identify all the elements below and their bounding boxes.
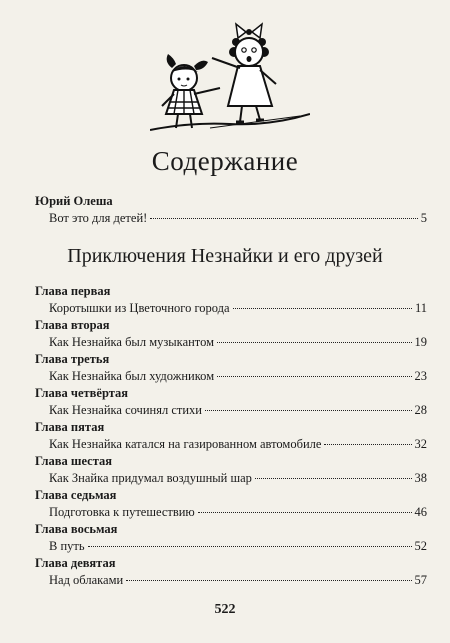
entry-title: Как Незнайка был художником	[49, 369, 215, 383]
toc-entry-chapter[interactable]	[35, 300, 427, 317]
entry-page: 52	[414, 539, 427, 553]
entry-title: Как Знайка придумал воздушный шар	[49, 471, 252, 485]
toc-entry-chapter[interactable]	[35, 572, 427, 589]
entry-page: 11	[414, 301, 427, 315]
entry-page: 46	[414, 505, 427, 519]
dot-leader	[217, 376, 411, 377]
chapter-label: Глава четвёртая	[35, 386, 129, 400]
chapter-label: Глава первая	[35, 284, 111, 298]
chapter-label: Глава вторая	[35, 318, 110, 332]
dot-leader	[233, 308, 412, 309]
toc-entry-chapter[interactable]	[35, 402, 427, 419]
toc-entry-foreword[interactable]	[35, 210, 427, 227]
chapter-label: Глава шестая	[35, 454, 113, 468]
toc-entry-chapter[interactable]	[35, 368, 427, 385]
entry-title: Вот это для детей!	[49, 211, 148, 225]
dot-leader	[324, 444, 411, 445]
dot-leader	[126, 580, 411, 581]
toc-entry-chapter[interactable]	[35, 504, 427, 521]
entry-title: Коротышки из Цветочного города	[49, 301, 230, 315]
chapter-label: Глава девятая	[35, 556, 116, 570]
dot-leader	[198, 512, 412, 513]
dot-leader	[88, 546, 412, 547]
chapter-label: Глава третья	[35, 352, 110, 366]
entry-page: 28	[414, 403, 427, 417]
entry-title: Подготовка к путешествию	[49, 505, 195, 519]
foreword-author: Юрий Олеша	[35, 194, 113, 208]
dot-leader	[205, 410, 412, 411]
toc-entry-chapter[interactable]	[35, 334, 427, 351]
entry-title: Над облаками	[49, 573, 124, 587]
two-girls-illustration	[150, 18, 310, 136]
toc-entry-chapter[interactable]	[35, 470, 427, 487]
toc-entry-chapter[interactable]	[35, 436, 427, 453]
chapter-label: Глава седьмая	[35, 488, 117, 502]
entry-page: 38	[414, 471, 427, 485]
foreword-block	[35, 193, 427, 227]
section-heading: Приключения Незнайки и его друзей	[67, 245, 383, 267]
dot-leader	[255, 478, 412, 479]
entry-page: 19	[414, 335, 427, 349]
toc-entry-chapter[interactable]	[35, 538, 427, 555]
entry-title: В путь	[49, 539, 85, 553]
chapter-label: Глава пятая	[35, 420, 105, 434]
dot-leader	[150, 218, 417, 219]
entry-title: Как Незнайка катался на газированном автомобиле	[49, 437, 322, 451]
contents-heading: Содержание	[151, 146, 299, 176]
chapter-label: Глава восьмая	[35, 522, 118, 536]
entry-title: Как Незнайка сочинял стихи	[49, 403, 202, 417]
entry-page: 23	[414, 369, 427, 383]
entry-page: 5	[420, 211, 427, 225]
dot-leader	[217, 342, 411, 343]
chapter-list	[35, 283, 427, 589]
entry-page: 57	[414, 573, 427, 587]
page-number: 522	[214, 602, 236, 617]
entry-title: Как Незнайка был музыкантом	[49, 335, 215, 349]
entry-page: 32	[414, 437, 427, 451]
